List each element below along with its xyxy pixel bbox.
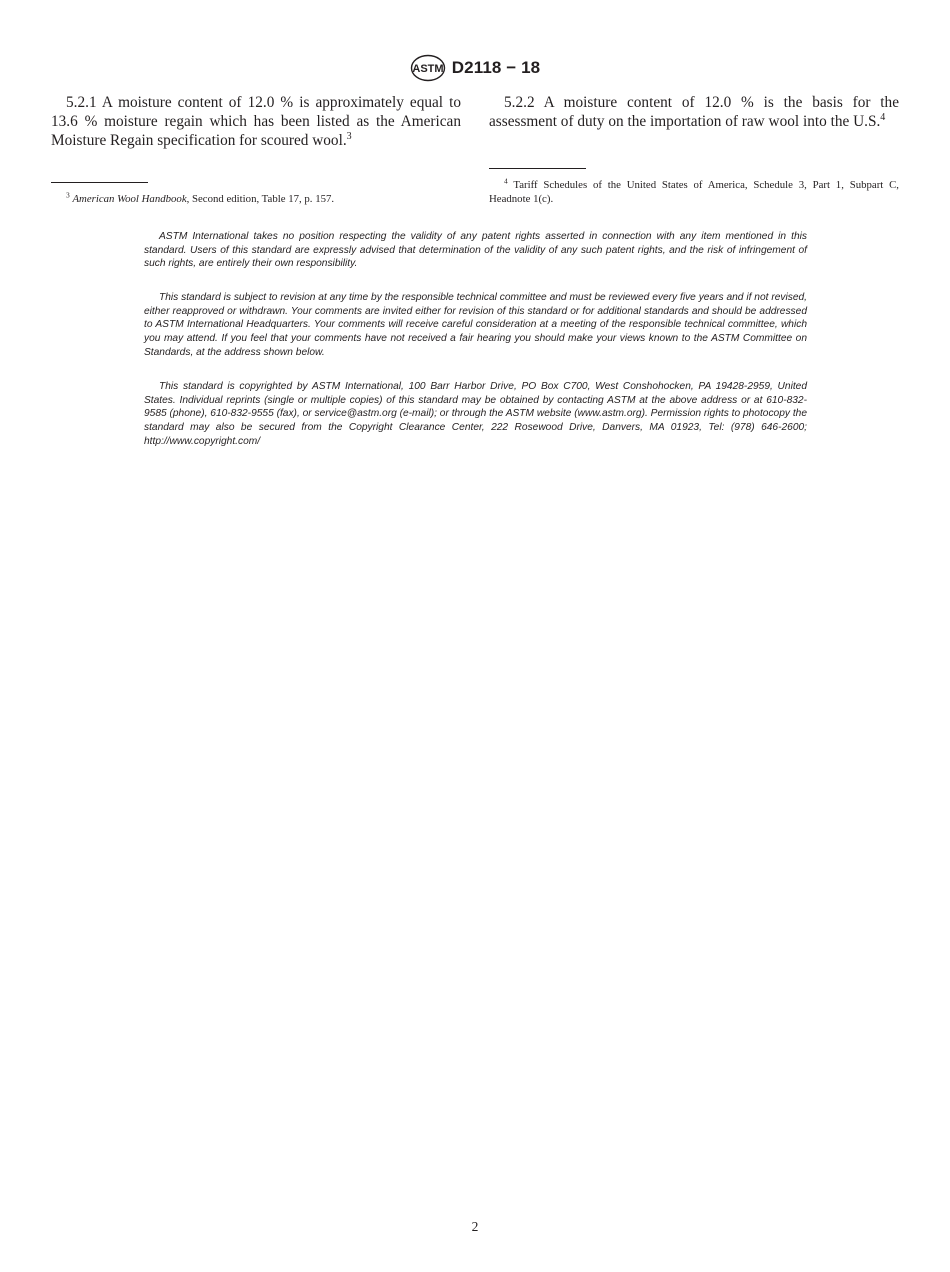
footnote-3-mark: 3 — [66, 190, 70, 200]
revision-notice: This standard is subject to revision at any time by the responsible technical committee and must be reviewed every five years and if not revised, either reapproved or withdrawn. Your comments are invited either for revision of this standard or for additional standards and should be addressed to ASTM International Headquarters. Your comments will receive careful consideration at a meeting of the responsible technical committee, which you may attend. If you feel that your comments have not received a fair hearing you should make your views known to the ASTM Committee on Standards, at the address shown below. — [144, 292, 807, 358]
footnote-4-mark: 4 — [504, 176, 508, 186]
patent-notice: ASTM International takes no position respecting the validity of any patent rights asserted in connection with any item mentioned in this standard. Users of this standard are expressly advised that determination of the validity of any such patent rights, and the risk of infringement of such rights, are entirely their own responsibility. — [144, 231, 807, 270]
footnote-ref-3[interactable]: 3 — [346, 131, 352, 143]
page-header — [0, 54, 950, 82]
footnote-3-title: American Wool Handbook — [72, 193, 187, 205]
section-5-2-2-text: 5.2.2 A moisture content of 12.0 % is the basis for the assessment of duty on the importation of raw wool into the U.S. — [489, 94, 899, 131]
footnote-4 — [489, 176, 899, 206]
footnote-4-text: Tariff Schedules of the United States of America, Schedule 3, Part 1, Subpart C, Headnote 1(c). — [489, 179, 899, 205]
section-5-2-1-text: 5.2.1 A moisture content of 12.0 % is approximately equal to 13.6 % moisture regain which has been listed as the American Moisture Regain specification for scoured wool. — [51, 94, 461, 150]
footnote-ref-4[interactable]: 4 — [880, 112, 886, 124]
astm-logo-text: ASTM — [412, 63, 444, 75]
document-designation: D2118 − 18 — [451, 58, 541, 77]
footnote-divider-left — [51, 182, 148, 183]
astm-logo-icon — [410, 54, 446, 82]
copyright-notice: This standard is copyrighted by ASTM International, 100 Barr Harbor Drive, PO Box C700, West Conshohocken, PA 19428-2959, United States. Individual reprints (single or multiple copies) of this standard may be obtained by contacting ASTM at the above address or at 610-832-9585 (phone), 610-832-9555 (fax), or service@astm.org (e-mail); or through the ASTM website (www.astm.org). Permission rights to photocopy the standard may also be secured from the Copyright Clearance Center, 222 Rosewood Drive, Danvers, MA 01923, Tel: (978) 646-2600; http://www.copyright.com/ — [144, 381, 807, 447]
section-5-2-1-paragraph — [51, 93, 461, 151]
page-number: 2 — [471, 1219, 479, 1234]
footnote-3-text: , Second edition, Table 17, p. 157. — [186, 193, 335, 205]
footnote-3 — [51, 190, 461, 207]
section-5-2-2-paragraph — [489, 93, 899, 131]
footnote-divider-right — [489, 168, 586, 169]
